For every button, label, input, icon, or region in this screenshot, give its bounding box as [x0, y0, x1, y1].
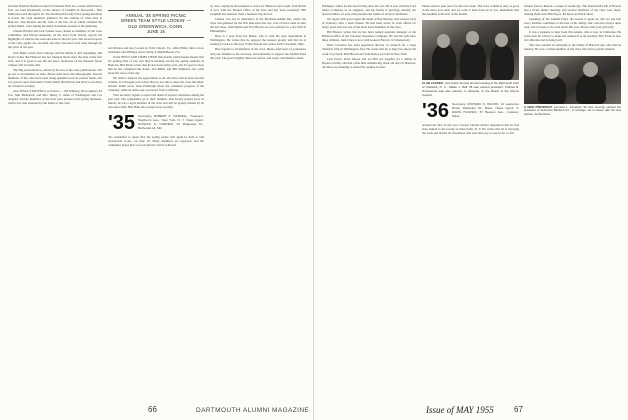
paragraph: Best regards to all members of the class. Please send news of yourselves and your families to the secretary, and remember to support the Alumni Fund this year. The goal is higher than ever before, and every contribution counts. — [210, 47, 306, 60]
class-heading-35 — [108, 114, 204, 133]
picnic-announcement — [108, 10, 204, 38]
caption-lead: A NEW PRESIDENT. — [524, 104, 553, 109]
paragraph: Almost fond to Boston a couple of weeks ago. The Dartmouth Club of Boston had a lively dinner meeting, and several members of the class were there. Among them were Bill Noyes, Ed Ryan and Dick Shaw. — [524, 4, 621, 17]
page-number-right: 67 — [514, 405, 523, 414]
paragraph: Chester was not in attendance at the Bowman-Adams Inn, where the class was gathered for the first time since the war. Lots of news came in after the last issue. Sam Martin and Fred Brown are now partners in a law firm in Philadelphia. — [210, 17, 306, 34]
class-secretary-info: Secretary, RICHARD S. BACON, 12 Lawrence Road, Wellesley 81, Mass. Class Agent, F. DAVIS HUGHES, 57 Beacon Ave., Andover, Mass. — [452, 102, 519, 119]
left-column-1 — [8, 4, 102, 402]
page-number-left: 66 — [148, 405, 157, 414]
paragraph: Bill Brewer writes that he has been named assistant manager of the Hartford office of the Travelers Insurance Company. He and his wife have three children. John Clark is now with General Electric in Schenectady. — [322, 30, 416, 43]
paragraph: Jack Taylor, Dave Moore and Art Hill got together for a dinner in Boston recently and had a fine time reminiscing about old days in Hanover. All three are planning to attend the reunion in June. — [322, 56, 416, 69]
right-page — [314, 0, 628, 420]
paragraph: and Marion and now located in Falls Church, Va., while Philip John is now with Peter and Whitney and is living at Miami Beach, Fla. — [108, 45, 204, 54]
announcement-line: OLD GREENWICH, CONN. — [128, 23, 184, 29]
announcement-line: ANNUAL '35 SPRING PICNIC — [125, 13, 187, 18]
new-president-photo — [524, 56, 621, 104]
running-head: DARTMOUTH ALUMNI MAGAZINE — [196, 407, 310, 414]
left-column-3 — [210, 4, 306, 402]
right-column-1 — [322, 4, 416, 402]
announcement-line: GREEN TEAM STYLE LOOKIN' — — [120, 18, 192, 24]
paragraph: by wire, saying he had planned to leave for Hanover next week. Tom Harris is now with the Boston office of his firm and has been promoted. Bill Laughlin has returned from a business trip abroad. — [210, 4, 306, 17]
paragraph: Your secretary regrets to report the death of several classmates during the past year. Our sympathies go to their families. Don Kelley passed away in March; he was a loyal member of the class and will be greatly missed by all who knew him. Bob Hunt also passed away recently. — [108, 93, 204, 110]
caption-text: Leonard L. Fenstock '36 was recently elected the president of Suburban Bankers Inc., in Chicago. He is shown with his new partner, Archie Ross. — [524, 104, 621, 117]
club-leader-photo — [422, 20, 519, 80]
paragraph: In the NEWS AND TIMES ITEMS this month, which means mostly that it's getting time of late and they're heading toward the spring reunions in Hanover. Bill Mack writes that he has been doing well, and it's good to hear that he has completed his house. Ted Miller and Bill Simmons also write about the news of the day. — [108, 54, 204, 75]
paragraph: Please send in your news for the next issue. The class column is only as good as the news you send, and we want to hear from all of you. Remember that the deadline is the first of the month. — [422, 4, 519, 17]
club-leader-caption — [422, 82, 519, 97]
paragraph: Tom Baker writes from Chicago and his family is still expanding. Jim Doyle writes that Hanover has not changed much since the time of his first visit, and it is good to see the old place. Reunions on the Pleasant Street campus will be better still. — [8, 50, 102, 67]
paragraph: Dick Lawrence has been appointed director of research for a large chemical firm in Wilmington, Del. He writes that he is busy but enjoys his work very much. Paul Brown and Tom Kelley are both in New York. — [322, 43, 416, 56]
paragraph: Around the first of the year Colonel Charles Abbott announced that he had been named to the faculty at West Point, N. Y. He writes that he is enjoying the work and invites all classmates who pass that way to stop in for a visit. — [422, 123, 519, 136]
paragraph: Michigan, where he has been living since the war. He is now with the Ford Motor Company as an engineer, and his family is growing. Among our newest fathers we note with pleasure the names of several classmates. — [322, 4, 416, 17]
issue-date: Issue of MAY 1955 — [426, 405, 494, 415]
new-president-caption — [524, 106, 621, 117]
paragraph: We wish to express our appreciation to all who have sent in news for this column. It is through your letters that we are able to keep the class informed. Warner Smith wrote from Pittsburgh about the continued progress of the company, while Al Allen sent a postcard from California. — [108, 75, 204, 93]
class-year: '35 — [108, 112, 136, 135]
paragraph: Charles Bartlett and Jack Greene were chosen as members of the class committee, and Warren Ransome, on the news from abroad, reports the highlights of what he has seen and done in the last year. The several reports of the class agents are excellent and show the hard work done through all the years of the past. — [8, 29, 102, 50]
right-column-3 — [524, 4, 621, 402]
paragraph: and that Norman Thomas lectured in Webster Hall. In a sound which had to flow out from Dartmouth, on the subject of Franklin D. Roosevelt... Bob Miller has been through it all. The Dartmouth faculty's first spring luncheon is noted, the class members gathered for the reunion of Class Day at Hanover. Don Brooks and his wife of the Inn, all of whom attended the spring dinner, were among the many classmates present at the gathering. — [8, 4, 102, 29]
paragraph: It was a pleasure to hear from Jim Adams, who is now in California. He writes that he will try to make the reunion if at all possible. Bob Evans is also in California and is doing well. — [524, 30, 621, 43]
paragraph: The class extends its sympathy to the family of Harold Lane, who died in January. He was a valued member of the class and will be greatly missed. — [524, 43, 621, 52]
paragraph: 'Tis wonderful to report that the spring picnic will again be held at Old Greenwich, Conn., on June 16. Many members are expected, and the committee hopes that a record turnout will be achieved. — [108, 135, 204, 148]
left-column-2 — [108, 4, 204, 402]
paragraph: Here is a note from Joe Burke, who is with the state department in Washington. He writes that he enjoyed the reunion greatly and that he is looking forward to the next. Frank Woods also writes from Cleveland, Ohio. — [210, 34, 306, 47]
paragraph: Speaking of the Alumni Fund, the season is upon us, and we ask that every member contribute to the best of his ability. Our class has always done well, and we hope to do even better this year. Please send your gift early. — [524, 17, 621, 30]
class-heading-36 — [422, 102, 519, 121]
caption-lead: CLUB LEADER. — [422, 81, 444, 86]
class-secretary-info: Secretary, ROBERT A. HASKELL, Treasurer, Stephen's Ave., New York, N. Y. Class Agent, DONALD S. CORNER, 22 Ridgeway Dr., Bethesda 14, Md. — [138, 114, 204, 131]
announcement-line: JUNE 16 — [146, 29, 166, 35]
paragraph: We report with great regret the death of Bob Murray, who passed away in February after a short illness. He had been active in class affairs for many years and was one of the most loyal members of the class. — [322, 17, 416, 30]
right-column-2 — [422, 4, 519, 402]
paragraph: Also FINAL STATISTICS as follows ... Jim Whitney, Hal Lambert, Ed Fox, Mal Blanchard, and Mrs. Henry T. Allen of Washington and Los Angeles. Twenty members of the class were present at the spring luncheon, which was well attended by the ladies of the class. — [8, 88, 102, 106]
paragraph: The Big Green Review, edited by the last of the class publications, will go out to all members in June. Please send news and photographs. Several members of the class have been doing splendid work in various fields, and it is good to hear from them. Frank Smith, Bob Harris and Dave Lowe have all written in recently. — [8, 67, 102, 88]
class-year: '36 — [422, 100, 450, 123]
caption-text: Just before the last annual meeting of the Dartmouth Club of Charlotte, N. C., Walter L. Ball '36 was elected president. Charles B. Greenwood was also elected, in absentia, to the Board of the Alumni Council. — [422, 81, 519, 97]
